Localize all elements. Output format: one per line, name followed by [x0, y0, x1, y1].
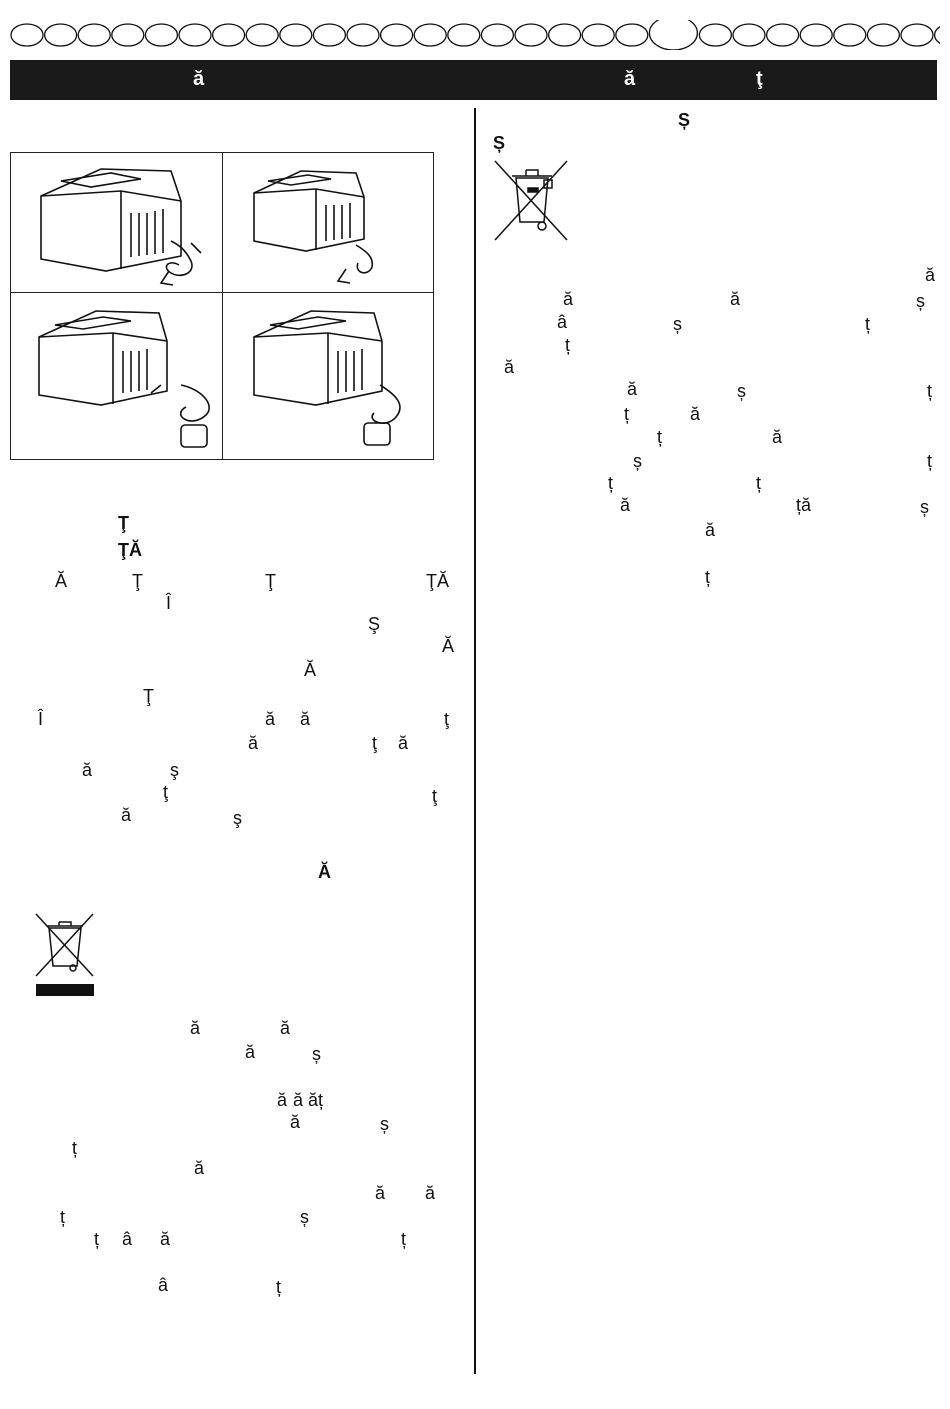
right-text-glyph: ț [927, 381, 933, 401]
right-text-glyph: ț [565, 335, 571, 355]
left-text-glyph: ţ [163, 782, 169, 802]
right-text-glyph: ă [627, 379, 638, 399]
right-text-glyph: ă [772, 427, 783, 447]
header-left-glyph: ă [193, 68, 205, 90]
left-text-glyph: ă [245, 1042, 256, 1062]
left-text-glyph: ă [425, 1183, 436, 1203]
left-text-glyph: ș [380, 1114, 389, 1134]
left-text-glyph: ă [290, 1112, 301, 1132]
left-text-glyph: ă [280, 1018, 291, 1038]
left-text-glyph: ăț [308, 1090, 324, 1110]
left-text-glyph: ț [72, 1138, 78, 1158]
left-text-glyph: ă [277, 1090, 288, 1110]
left-text-glyph: Ş [368, 614, 381, 634]
right-text-glyph: ș [737, 381, 746, 401]
left-text-glyph: ţ [372, 733, 378, 753]
left-text-glyph: Ţ [118, 513, 129, 533]
left-text-glyph: Î [38, 709, 44, 729]
charger-eu-plug-alt-illustration [246, 165, 386, 285]
left-text-glyph: Ă [304, 660, 317, 680]
left-text-glyph: ş [170, 760, 179, 780]
right-text-glyph: ț [608, 473, 614, 493]
left-text-glyph: ă [398, 733, 409, 753]
left-text-glyph: â [158, 1275, 169, 1295]
right-text-glyph: ă [730, 289, 741, 309]
left-text-glyph: ş [233, 808, 242, 828]
left-text-glyph: ă [82, 760, 93, 780]
right-text-glyph: ț [865, 314, 871, 334]
charger-uk-plug-alt-illustration [246, 305, 421, 455]
left-text-glyph: Ţ [143, 686, 154, 706]
left-text-glyph: â [122, 1229, 133, 1249]
right-text-glyph: ț [756, 473, 762, 493]
right-text-glyph: ș [633, 451, 642, 471]
right-text-glyph: ț [657, 427, 663, 447]
section-header-bar [10, 60, 937, 100]
language-tab-ovals [10, 20, 940, 50]
left-text-glyph: ŢĂ [426, 571, 450, 591]
left-text-glyph: ă [248, 733, 259, 753]
right-text-glyph: ă [504, 357, 515, 377]
right-text-glyph: ș [920, 497, 929, 517]
left-text-glyph: Ă [318, 862, 331, 882]
left-text-glyph: ţ [444, 709, 450, 729]
left-text-glyph: ă [265, 709, 276, 729]
right-text-glyph: ă [925, 265, 936, 285]
column-divider [474, 108, 476, 1374]
right-text-glyph: ț [624, 404, 630, 424]
charger-eu-plug-illustration [31, 161, 221, 289]
charger-figure-grid [10, 152, 434, 460]
left-text-glyph: ă [300, 709, 311, 729]
left-text-glyph: ț [94, 1229, 100, 1249]
right-text-glyph: ă [690, 404, 701, 424]
right-text-glyph: Ș [678, 110, 691, 130]
left-text-glyph: ș [312, 1044, 321, 1064]
weee-crossed-bin-icon [33, 912, 97, 998]
left-text-glyph: ă [190, 1018, 201, 1038]
right-text-glyph: ă [620, 495, 631, 515]
left-text-glyph: ț [60, 1207, 66, 1227]
header-right-glyph-1: ă [624, 68, 636, 90]
header-right-glyph-2: ţ [756, 68, 763, 90]
left-text-glyph: Î [166, 593, 172, 613]
left-text-glyph: ț [276, 1277, 282, 1297]
left-text-glyph: ŢĂ [118, 540, 142, 560]
left-text-glyph: ă [375, 1183, 386, 1203]
left-text-glyph: ţ [432, 786, 438, 806]
left-text-glyph: ă [194, 1158, 205, 1178]
right-text-glyph: ț [927, 451, 933, 471]
weee-crossed-bin-icon-right [492, 158, 572, 244]
left-text-glyph: Ţ [132, 571, 143, 591]
charger-uk-plug-illustration [31, 305, 221, 455]
right-text-glyph: ță [796, 495, 812, 515]
right-text-glyph: ă [563, 289, 574, 309]
left-text-glyph: ș [300, 1207, 309, 1227]
left-text-glyph: ă [121, 805, 132, 825]
right-text-glyph: ș [673, 314, 682, 334]
left-text-glyph: ț [401, 1229, 407, 1249]
right-text-glyph: ț [705, 567, 711, 587]
left-text-glyph: Ţ [265, 571, 276, 591]
right-text-glyph: ș [916, 291, 925, 311]
left-text-glyph: ă [293, 1090, 304, 1110]
left-text-glyph: Ă [442, 636, 455, 656]
right-text-glyph: Ș [493, 133, 506, 153]
left-text-glyph: Ă [55, 571, 68, 591]
right-text-glyph: â [557, 312, 568, 332]
right-text-glyph: ă [705, 520, 716, 540]
left-text-glyph: ă [160, 1229, 171, 1249]
